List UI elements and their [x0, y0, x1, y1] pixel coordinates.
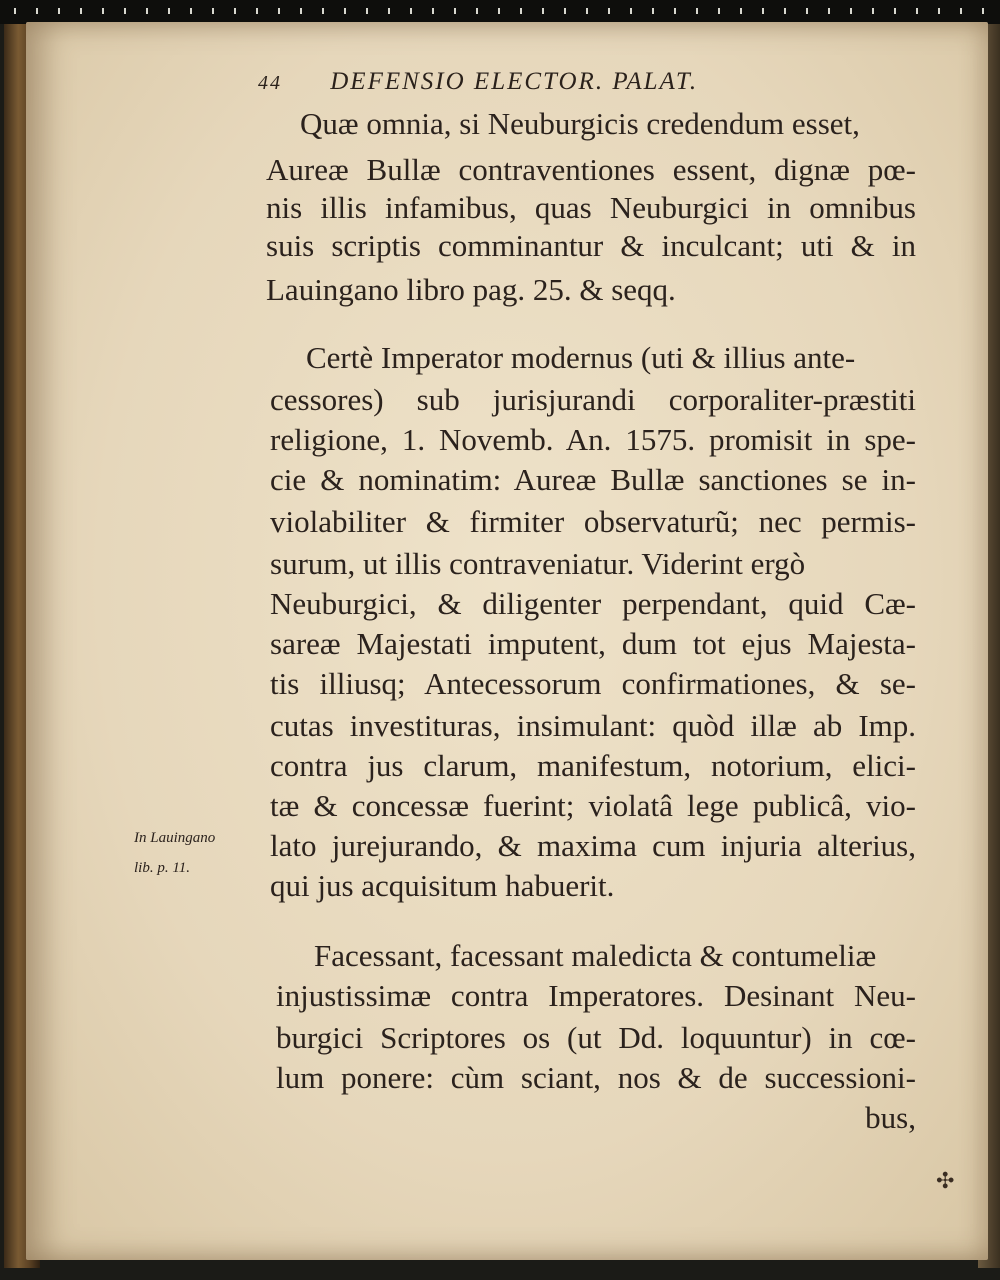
text-line: qui jus acquisitum habuerit.	[270, 868, 615, 903]
text-line: nis illis infamibus, quas Neuburgici in omnibus	[266, 190, 916, 225]
text-line: violabiliter & firmiter observaturũ; nec permis-	[270, 504, 916, 539]
text-line: Lauingano libro pag. 25. & seqq.	[266, 272, 676, 307]
flower-ornament-icon: ✣	[936, 1168, 955, 1193]
text-line: suis scriptis comminantur & inculcant; uti & in	[266, 228, 916, 263]
text-line: Aureæ Bullæ contraventiones essent, dignæ pœ-	[266, 152, 916, 187]
text-line: lum ponere: cùm sciant, nos & de successioni-	[276, 1060, 916, 1095]
text-line: cutas investituras, insimulant: quòd illæ ab Imp.	[270, 708, 916, 743]
text-line: tis illiusq; Antecessorum confirmationes, & se-	[270, 666, 916, 701]
text-line: Facessant, facessant maledicta & contumeliæ	[314, 938, 877, 973]
text-line: religione, 1. Novemb. An. 1575. promisit in spe-	[270, 422, 916, 457]
running-title: DEFENSIO ELECTOR. PALAT.	[330, 68, 699, 95]
text-line: bus,	[865, 1100, 916, 1135]
text-line: cie & nominatim: Aureæ Bullæ sanctiones se in-	[270, 462, 916, 497]
text-line: surum, ut illis contraveniatur. Viderint ergò	[270, 546, 806, 581]
text-line: Certè Imperator modernus (uti & illius ante-	[306, 340, 856, 375]
page-number: 44	[258, 72, 282, 94]
text-line: cessores) sub jurisjurandi corporaliter-præstiti	[270, 382, 916, 417]
text-line: Quæ omnia, si Neuburgicis credendum esset,	[300, 106, 860, 141]
text-line: tæ & concessæ fuerint; violatâ lege publicâ, vio-	[270, 788, 916, 823]
text-line: contra jus clarum, manifestum, notorium, elici-	[270, 748, 916, 783]
text-line: burgici Scriptores os (ut Dd. loquuntur) in cœ-	[276, 1020, 916, 1055]
margin-note-line: In Lauingano	[134, 830, 216, 846]
text-line: sareæ Majestati imputent, dum tot ejus Majesta-	[270, 626, 916, 661]
text-line: Neuburgici, & diligenter perpendant, quid Cæ-	[270, 586, 916, 621]
text-line: injustissimæ contra Imperatores. Desinant Neu-	[276, 978, 916, 1013]
margin-note-line: lib. p. 11.	[134, 860, 190, 876]
text-line: lato jurejurando, & maxima cum injuria alterius,	[270, 828, 916, 863]
